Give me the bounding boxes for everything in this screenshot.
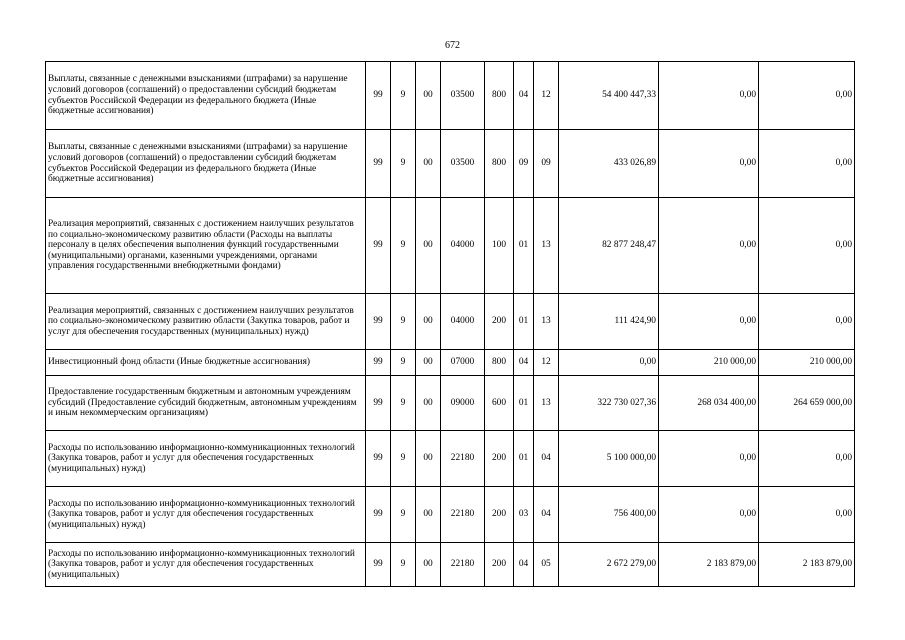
code-program: 99 xyxy=(366,198,391,294)
code-main-event: 00 xyxy=(416,294,441,350)
amount-year-1: 2 672 279,00 xyxy=(559,543,659,587)
code-program: 99 xyxy=(366,130,391,198)
code-main-event: 00 xyxy=(416,130,441,198)
code-program: 99 xyxy=(366,62,391,130)
code-main-event: 00 xyxy=(416,62,441,130)
table-row xyxy=(46,198,855,294)
amount-year-1: 433 026,89 xyxy=(559,130,659,198)
code-expense-type: 600 xyxy=(485,376,514,431)
table-row xyxy=(46,294,855,350)
amount-year-2: 0,00 xyxy=(659,431,759,487)
row-description: Выплаты, связанные с денежными взысканиями (штрафами) за нарушение условий договоров (соглашений) о предоставлении субсидий бюджетам субъектов Российской Федерации из федерального бюджета (Иные бюджетные ассигнования) xyxy=(46,62,366,130)
amount-year-3: 0,00 xyxy=(759,130,855,198)
amount-year-1: 111 424,90 xyxy=(559,294,659,350)
code-subprogram: 9 xyxy=(391,487,416,543)
amount-year-1: 322 730 027,36 xyxy=(559,376,659,431)
code-expense-type: 800 xyxy=(485,350,514,376)
amount-year-2: 0,00 xyxy=(659,487,759,543)
amount-year-3: 0,00 xyxy=(759,62,855,130)
code-direction: 22180 xyxy=(441,543,485,587)
code-program: 99 xyxy=(366,350,391,376)
row-description: Предоставление государственным бюджетным и автономным учреждениям субсидий (Предоставление субсидий бюджетным, автономным учреждениям и иным некоммерческим организациям) xyxy=(46,376,366,431)
amount-year-1: 756 400,00 xyxy=(559,487,659,543)
code-subsection: 05 xyxy=(534,543,559,587)
amount-year-1: 82 877 248,47 xyxy=(559,198,659,294)
amount-year-1: 5 100 000,00 xyxy=(559,431,659,487)
code-subprogram: 9 xyxy=(391,198,416,294)
code-expense-type: 200 xyxy=(485,294,514,350)
amount-year-1: 0,00 xyxy=(559,350,659,376)
table-row xyxy=(46,376,855,431)
code-direction: 22180 xyxy=(441,431,485,487)
code-section: 01 xyxy=(514,376,534,431)
code-subsection: 13 xyxy=(534,376,559,431)
amount-year-3: 0,00 xyxy=(759,431,855,487)
table-row xyxy=(46,543,855,587)
code-main-event: 00 xyxy=(416,198,441,294)
page-number: 672 xyxy=(445,40,460,51)
code-direction: 04000 xyxy=(441,294,485,350)
code-subprogram: 9 xyxy=(391,543,416,587)
code-section: 09 xyxy=(514,130,534,198)
code-subprogram: 9 xyxy=(391,62,416,130)
code-direction: 03500 xyxy=(441,62,485,130)
code-program: 99 xyxy=(366,487,391,543)
code-subprogram: 9 xyxy=(391,431,416,487)
code-main-event: 00 xyxy=(416,376,441,431)
code-main-event: 00 xyxy=(416,543,441,587)
code-main-event: 00 xyxy=(416,431,441,487)
amount-year-2: 0,00 xyxy=(659,294,759,350)
code-program: 99 xyxy=(366,543,391,587)
code-subsection: 13 xyxy=(534,294,559,350)
code-main-event: 00 xyxy=(416,350,441,376)
code-subprogram: 9 xyxy=(391,294,416,350)
code-direction: 22180 xyxy=(441,487,485,543)
code-expense-type: 100 xyxy=(485,198,514,294)
table-row xyxy=(46,350,855,376)
code-subsection: 12 xyxy=(534,350,559,376)
row-description: Реализация мероприятий, связанных с достижением наилучших результатов по социально-экономическому развитию области (Расходы на выплаты персоналу в целях обеспечения выполнения функций государственными (муниципальными) органами, казенными учреждениями, органами управления государственными внебюджетными фондами) xyxy=(46,198,366,294)
code-subprogram: 9 xyxy=(391,376,416,431)
row-description: Расходы по использованию информационно-коммуникационных технологий (Закупка товаров, работ и услуг для обеспечения государственных (муниципальных) нужд) xyxy=(46,487,366,543)
row-description: Реализация мероприятий, связанных с достижением наилучших результатов по социально-экономическому развитию области (Закупка товаров, работ и услуг для обеспечения государственных (муниципальных) нужд) xyxy=(46,294,366,350)
code-subsection: 12 xyxy=(534,62,559,130)
code-expense-type: 200 xyxy=(485,543,514,587)
code-section: 01 xyxy=(514,198,534,294)
amount-year-3: 264 659 000,00 xyxy=(759,376,855,431)
code-subsection: 04 xyxy=(534,487,559,543)
amount-year-3: 0,00 xyxy=(759,198,855,294)
table-row xyxy=(46,130,855,198)
table-row xyxy=(46,487,855,543)
amount-year-3: 0,00 xyxy=(759,294,855,350)
code-expense-type: 800 xyxy=(485,62,514,130)
code-direction: 07000 xyxy=(441,350,485,376)
table-row xyxy=(46,62,855,130)
amount-year-2: 2 183 879,00 xyxy=(659,543,759,587)
row-description: Инвестиционный фонд области (Иные бюджетные ассигнования) xyxy=(46,350,366,376)
amount-year-2: 268 034 400,00 xyxy=(659,376,759,431)
code-subsection: 04 xyxy=(534,431,559,487)
row-description: Выплаты, связанные с денежными взысканиями (штрафами) за нарушение условий договоров (соглашений) о предоставлении субсидий бюджетам субъектов Российской Федерации из федерального бюджета (Иные бюджетные ассигнования) xyxy=(46,130,366,198)
code-direction: 09000 xyxy=(441,376,485,431)
code-section: 04 xyxy=(514,62,534,130)
budget-table xyxy=(45,61,855,587)
code-expense-type: 200 xyxy=(485,431,514,487)
table-row xyxy=(46,431,855,487)
code-section: 03 xyxy=(514,487,534,543)
code-expense-type: 800 xyxy=(485,130,514,198)
code-main-event: 00 xyxy=(416,487,441,543)
row-description: Расходы по использованию информационно-коммуникационных технологий (Закупка товаров, работ и услуг для обеспечения государственных (муниципальных) xyxy=(46,543,366,587)
amount-year-1: 54 400 447,33 xyxy=(559,62,659,130)
code-subprogram: 9 xyxy=(391,350,416,376)
code-expense-type: 200 xyxy=(485,487,514,543)
code-direction: 04000 xyxy=(441,198,485,294)
amount-year-3: 210 000,00 xyxy=(759,350,855,376)
code-section: 01 xyxy=(514,294,534,350)
amount-year-2: 0,00 xyxy=(659,62,759,130)
code-section: 04 xyxy=(514,350,534,376)
code-direction: 03500 xyxy=(441,130,485,198)
row-description: Расходы по использованию информационно-коммуникационных технологий (Закупка товаров, работ и услуг для обеспечения государственных (муниципальных) нужд) xyxy=(46,431,366,487)
amount-year-3: 0,00 xyxy=(759,487,855,543)
amount-year-2: 210 000,00 xyxy=(659,350,759,376)
amount-year-2: 0,00 xyxy=(659,130,759,198)
code-subsection: 13 xyxy=(534,198,559,294)
amount-year-3: 2 183 879,00 xyxy=(759,543,855,587)
code-program: 99 xyxy=(366,294,391,350)
code-subprogram: 9 xyxy=(391,130,416,198)
amount-year-2: 0,00 xyxy=(659,198,759,294)
code-section: 04 xyxy=(514,543,534,587)
code-program: 99 xyxy=(366,376,391,431)
code-section: 01 xyxy=(514,431,534,487)
code-program: 99 xyxy=(366,431,391,487)
code-subsection: 09 xyxy=(534,130,559,198)
